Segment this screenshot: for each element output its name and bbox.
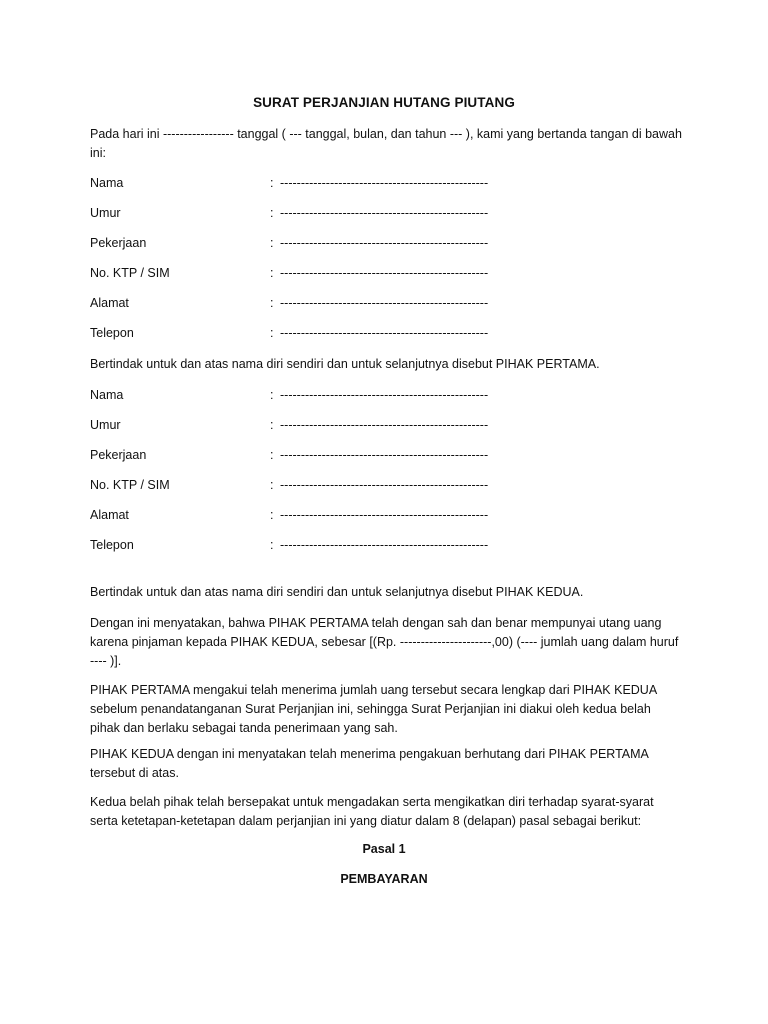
field-value: -------------------------------------------------- <box>280 266 489 280</box>
party1-statement: Bertindak untuk dan atas nama diri sendiri dan untuk selanjutnya disebut PIHAK PERTAMA. <box>90 357 600 371</box>
field-value: -------------------------------------------------- <box>280 326 489 340</box>
article-number: Pasal 1 <box>362 842 406 856</box>
field-label: Alamat <box>90 508 129 522</box>
field-colon: : <box>270 266 274 280</box>
field-value: -------------------------------------------------- <box>280 206 489 220</box>
field-colon: : <box>270 176 274 190</box>
document-title: SURAT PERJANJIAN HUTANG PIUTANG <box>253 95 515 110</box>
field-value: -------------------------------------------------- <box>280 176 489 190</box>
party1-row-alamat <box>90 294 690 313</box>
field-label: Pekerjaan <box>90 448 147 462</box>
party1-row-nama <box>90 174 690 193</box>
field-label: Umur <box>90 206 121 220</box>
field-label: Alamat <box>90 296 129 310</box>
field-value: -------------------------------------------------- <box>280 448 489 462</box>
paragraph-agreement: Kedua belah pihak telah bersepakat untuk mengadakan serta mengikatkan diri terhadap syarat-syarat serta ketetapan-ketetapan dalam perjanjian ini yang diatur dalam 8 (delapan) pasal sebagai berikut: <box>90 795 654 828</box>
party1-row-telepon <box>90 324 690 343</box>
field-value: -------------------------------------------------- <box>280 388 489 402</box>
field-label: Nama <box>90 388 124 402</box>
field-colon: : <box>270 206 274 220</box>
field-value: -------------------------------------------------- <box>280 538 489 552</box>
field-label: No. KTP / SIM <box>90 266 170 280</box>
party2-row-alamat <box>90 506 690 525</box>
paragraph-debt-statement: Dengan ini menyatakan, bahwa PIHAK PERTAMA telah dengan sah dan benar mempunyai utang uang karena pinjaman kepada PIHAK KEDUA, sebesar [(Rp. ----------------------,00) (---- jumlah uang dalam huruf ---- )]. <box>90 616 679 668</box>
party1-row-pekerjaan <box>90 234 690 253</box>
field-colon: : <box>270 236 274 250</box>
party1-row-umur <box>90 204 690 223</box>
field-label: Pekerjaan <box>90 236 147 250</box>
field-value: -------------------------------------------------- <box>280 296 489 310</box>
field-colon: : <box>270 418 274 432</box>
field-label: Telepon <box>90 326 134 340</box>
paragraph-acknowledgement: PIHAK KEDUA dengan ini menyatakan telah menerima pengakuan berhutang dari PIHAK PERTAMA tersebut di atas. <box>90 747 649 780</box>
field-label: Umur <box>90 418 121 432</box>
field-colon: : <box>270 538 274 552</box>
intro-paragraph: Pada hari ini ----------------- tanggal ( --- tanggal, bulan, dan tahun --- ), kami yang bertanda tangan di bawah ini: <box>90 127 682 160</box>
field-value: -------------------------------------------------- <box>280 508 489 522</box>
field-label: Telepon <box>90 538 134 552</box>
field-colon: : <box>270 478 274 492</box>
field-value: -------------------------------------------------- <box>280 478 489 492</box>
field-label: No. KTP / SIM <box>90 478 170 492</box>
party2-row-telepon <box>90 536 690 555</box>
party2-row-ktp <box>90 476 690 495</box>
party2-row-umur <box>90 416 690 435</box>
field-colon: : <box>270 448 274 462</box>
field-colon: : <box>270 388 274 402</box>
field-colon: : <box>270 326 274 340</box>
field-value: -------------------------------------------------- <box>280 418 489 432</box>
party2-row-nama <box>90 386 690 405</box>
party2-row-pekerjaan <box>90 446 690 465</box>
field-colon: : <box>270 296 274 310</box>
field-label: Nama <box>90 176 124 190</box>
party2-statement: Bertindak untuk dan atas nama diri sendiri dan untuk selanjutnya disebut PIHAK KEDUA. <box>90 585 584 599</box>
field-value: -------------------------------------------------- <box>280 236 489 250</box>
party1-row-ktp <box>90 264 690 283</box>
paragraph-receipt: PIHAK PERTAMA mengakui telah menerima jumlah uang tersebut secara lengkap dari PIHAK KEDUA sebelum penandatanganan Surat Perjanjian ini, sehingga Surat Perjanjian ini diakui oleh kedua belah pihak dan berlaku sebagai tanda penerimaan yang sah. <box>90 683 657 735</box>
article-title: PEMBAYARAN <box>340 872 428 886</box>
field-colon: : <box>270 508 274 522</box>
